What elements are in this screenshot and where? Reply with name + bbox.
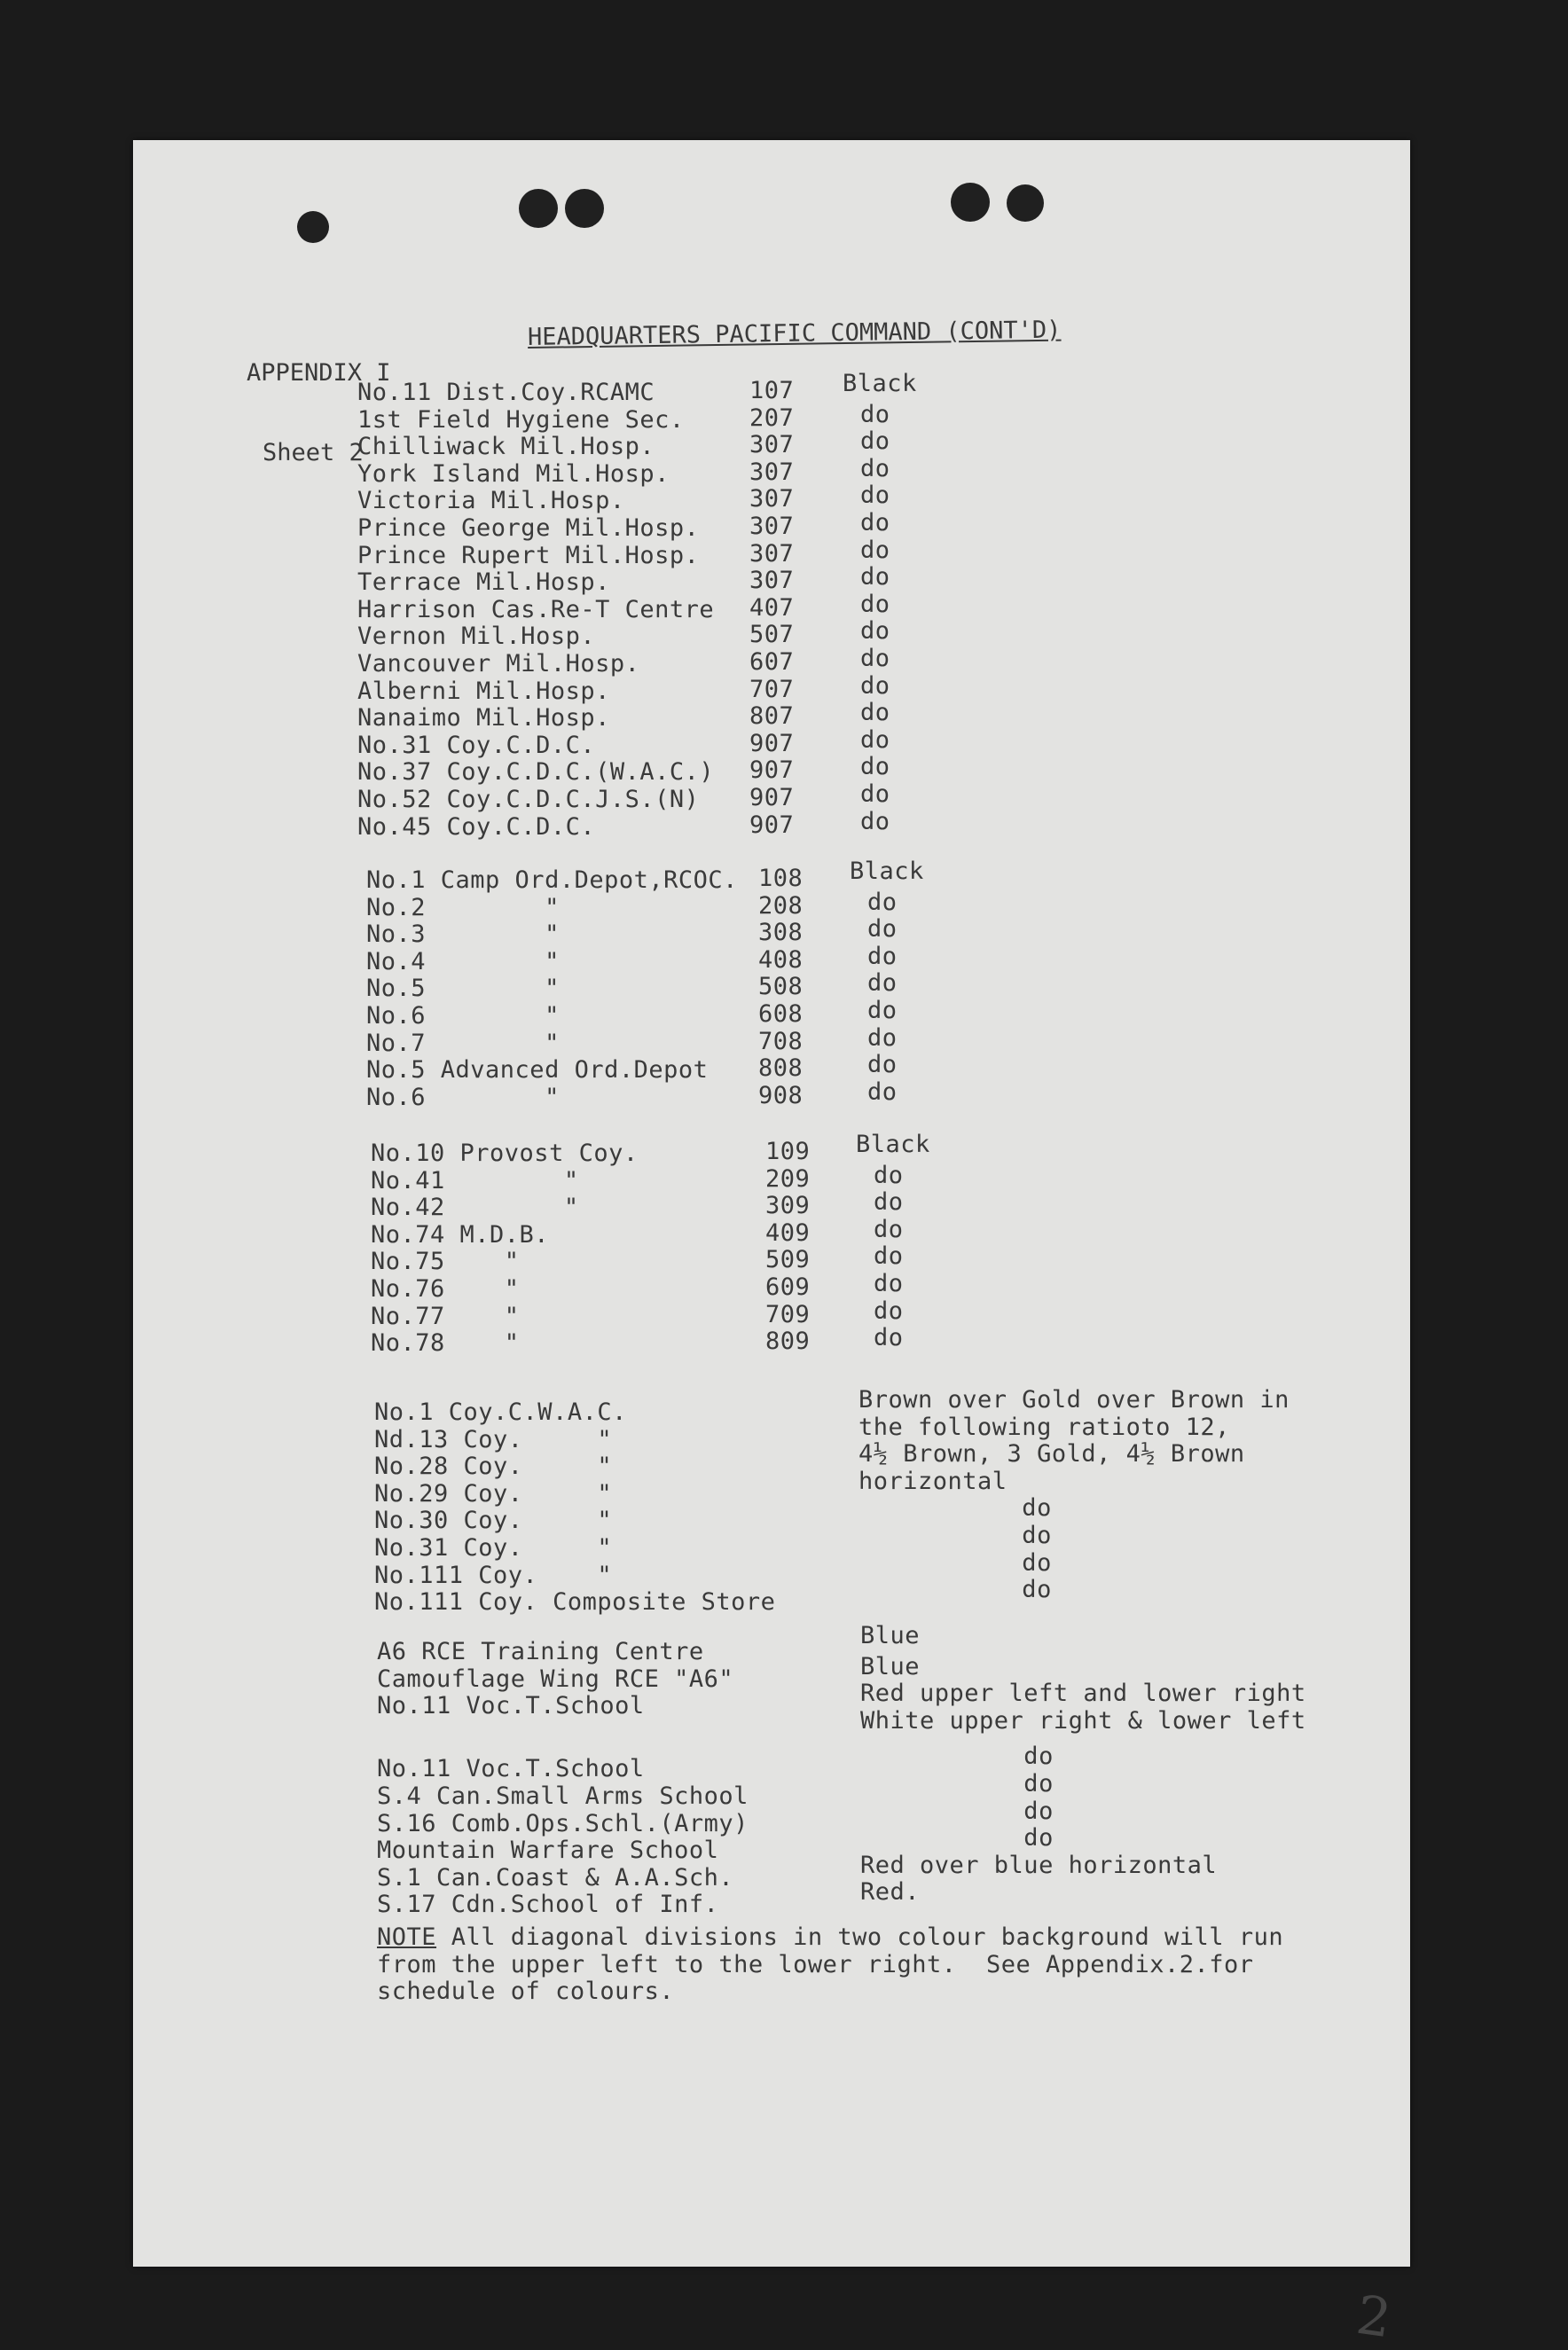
unit-name: York Island Mil.Hosp. xyxy=(357,459,670,488)
unit-name: Vancouver Mil.Hosp. xyxy=(357,650,640,678)
unit-name: No.1 Camp Ord.Depot,RCOC. xyxy=(366,866,738,894)
colour-spec: horizontal xyxy=(858,1467,1007,1495)
unit-name: Prince Rupert Mil.Hosp. xyxy=(357,541,700,569)
unit-name: Camouflage Wing RCE "A6" xyxy=(377,1665,734,1693)
unit-name: No.37 Coy.C.D.C.(W.A.C.) xyxy=(357,758,715,787)
colour-spec: White upper right & lower left xyxy=(860,1706,1306,1735)
unit-name: Mountain Warfare School xyxy=(377,1837,719,1865)
colour-spec: do xyxy=(860,590,890,618)
unit-code: 407 xyxy=(749,593,795,622)
unit-code: 807 xyxy=(749,702,795,731)
unit-code: 207 xyxy=(749,403,795,432)
unit-name: No.6 " xyxy=(366,1083,560,1111)
colour-spec: Black xyxy=(856,1131,930,1158)
punch-hole xyxy=(951,183,990,222)
colour-spec: do xyxy=(860,780,890,808)
colour-spec: do xyxy=(860,1797,1054,1825)
colour-spec: Blue xyxy=(860,1652,921,1680)
unit-name: No.52 Coy.C.D.C.J.S.(N) xyxy=(357,786,700,813)
colour-spec: do xyxy=(867,1051,898,1079)
colour-spec: do xyxy=(860,563,890,591)
unit-name: No.4 " xyxy=(366,947,560,975)
unit-name: No.5 " xyxy=(366,975,560,1003)
unit-code: 709 xyxy=(765,1300,811,1328)
unit-name: No.29 Coy. " xyxy=(374,1479,613,1508)
unit-code: 307 xyxy=(749,458,795,486)
colour-spec: do xyxy=(860,725,890,754)
unit-name: Nanaimo Mil.Hosp. xyxy=(357,704,610,732)
unit-name: No.5 Advanced Ord.Depot xyxy=(366,1056,709,1085)
colour-spec: Red upper left and lower right xyxy=(860,1680,1306,1708)
unit-name: No.6 " xyxy=(366,1002,560,1030)
unit-name: No.1 Coy.C.W.A.C. xyxy=(374,1398,627,1426)
unit-code: 607 xyxy=(749,648,795,676)
unit-code: 108 xyxy=(758,865,804,892)
unit-code: 307 xyxy=(749,431,795,459)
colour-spec: do xyxy=(860,671,890,700)
unit-code: 307 xyxy=(749,513,795,540)
unit-code: 707 xyxy=(749,675,795,703)
colour-spec: Black xyxy=(850,858,924,885)
colour-spec: do xyxy=(867,942,898,970)
unit-code: 507 xyxy=(749,621,795,649)
unit-name: S.4 Can.Small Arms School xyxy=(377,1782,749,1810)
unit-code: 107 xyxy=(749,377,795,404)
unit-name: Harrison Cas.Re-T Centre xyxy=(357,595,715,623)
colour-spec: do xyxy=(860,645,890,672)
colour-spec: do xyxy=(874,1188,904,1217)
appendix-label: APPENDIX I xyxy=(247,359,391,387)
unit-code: 307 xyxy=(749,485,795,513)
colour-spec: do xyxy=(858,1494,1052,1523)
unit-name: No.31 Coy. " xyxy=(374,1534,613,1562)
colour-spec: do xyxy=(860,1770,1054,1798)
unit-name: No.3 " xyxy=(366,920,560,949)
note-line xyxy=(377,1924,1283,1951)
unit-code: 309 xyxy=(765,1192,811,1220)
colour-spec: do xyxy=(874,1324,904,1352)
unit-code: 109 xyxy=(765,1138,811,1165)
unit-code: 208 xyxy=(758,891,804,920)
unit-name: No.30 Coy. " xyxy=(374,1507,613,1535)
colour-spec: do xyxy=(867,915,898,944)
unit-code: 508 xyxy=(758,973,804,1001)
unit-name: No.45 Coy.C.D.C. xyxy=(357,812,596,841)
unit-code: 509 xyxy=(765,1246,811,1274)
unit-name: Terrace Mil.Hosp. xyxy=(357,568,610,597)
unit-name: No.111 Coy. " xyxy=(374,1561,613,1589)
colour-spec: do xyxy=(860,509,890,537)
note-label: NOTE xyxy=(377,1923,437,1951)
unit-name: Victoria Mil.Hosp. xyxy=(357,487,625,515)
colour-spec: do xyxy=(858,1548,1052,1577)
punch-hole xyxy=(565,189,604,228)
unit-code: 908 xyxy=(758,1081,804,1109)
unit-name: No.78 " xyxy=(371,1329,520,1358)
colour-spec: 4½ Brown, 3 Gold, 4½ Brown xyxy=(858,1440,1245,1469)
note-line: from the upper left to the lower right. See Appendix.2.for xyxy=(377,1950,1254,1978)
colour-spec: Red. xyxy=(860,1878,921,1907)
colour-spec: do xyxy=(867,1077,898,1106)
punch-hole xyxy=(519,189,558,228)
note-text: All diagonal divisions in two colour background will run xyxy=(436,1923,1284,1951)
colour-spec: do xyxy=(860,400,890,428)
colour-spec: do xyxy=(867,969,898,998)
document-page xyxy=(133,140,1410,2350)
unit-name: No.11 Dist.Coy.RCAMC xyxy=(357,379,655,406)
unit-name: Prince George Mil.Hosp. xyxy=(357,514,700,542)
colour-spec: do xyxy=(874,1215,904,1243)
unit-code: 408 xyxy=(758,945,804,974)
unit-name: S.17 Cdn.School of Inf. xyxy=(377,1891,719,1919)
colour-spec: do xyxy=(874,1270,904,1297)
colour-spec: do xyxy=(860,617,890,646)
unit-name: No.77 " xyxy=(371,1302,520,1330)
colour-spec: Red over blue horizontal xyxy=(860,1851,1218,1879)
unit-name: S.16 Comb.Ops.Schl.(Army) xyxy=(377,1809,749,1837)
unit-code: 907 xyxy=(749,729,795,757)
unit-name: No.11 Voc.T.School xyxy=(377,1692,645,1720)
unit-code: 907 xyxy=(749,756,795,785)
unit-name: No.10 Provost Coy. xyxy=(371,1140,639,1167)
colour-spec: do xyxy=(860,536,890,564)
colour-spec: Black xyxy=(843,370,917,397)
colour-spec: do xyxy=(860,753,890,781)
colour-spec: do xyxy=(858,1576,1052,1604)
punch-hole xyxy=(297,211,329,243)
colour-spec: Blue xyxy=(860,1622,921,1649)
unit-code: 609 xyxy=(765,1273,811,1301)
page-title: HEADQUARTERS PACIFIC COMMAND (CONT'D) xyxy=(527,316,1062,351)
unit-name: Vernon Mil.Hosp. xyxy=(357,623,596,651)
unit-name: 1st Field Hygiene Sec. xyxy=(357,405,685,434)
unit-name: No.74 M.D.B. xyxy=(371,1220,550,1249)
unit-code: 809 xyxy=(765,1328,811,1356)
colour-spec: do xyxy=(860,1743,1054,1771)
colour-spec: do xyxy=(858,1522,1052,1549)
note-line: schedule of colours. xyxy=(377,1978,675,2006)
colour-spec: do xyxy=(860,454,890,482)
colour-spec: do xyxy=(874,1242,904,1271)
colour-spec: the following ratioto 12, xyxy=(858,1413,1230,1441)
page-mark: 2 xyxy=(1352,2283,1395,2350)
unit-name: A6 RCE Training Centre xyxy=(377,1638,704,1665)
unit-name: No.76 " xyxy=(371,1275,520,1303)
unit-name: Chilliwack Mil.Hosp. xyxy=(357,433,655,461)
unit-name: No.111 Coy. Composite Store xyxy=(374,1588,776,1617)
colour-spec: do xyxy=(860,427,890,456)
unit-name: No.41 " xyxy=(371,1166,579,1195)
unit-name: No.31 Coy.C.D.C. xyxy=(357,731,596,759)
unit-name: Nd.13 Coy. " xyxy=(374,1425,613,1453)
colour-spec: do xyxy=(867,997,898,1024)
unit-code: 307 xyxy=(749,539,795,568)
colour-spec: do xyxy=(860,482,890,510)
punch-hole xyxy=(1007,184,1044,222)
colour-spec: do xyxy=(860,1824,1054,1853)
unit-code: 307 xyxy=(749,567,795,595)
colour-spec: do xyxy=(874,1296,904,1325)
unit-name: No.11 Voc.T.School xyxy=(377,1755,645,1783)
unit-code: 209 xyxy=(765,1164,811,1193)
colour-spec: Brown over Gold over Brown in xyxy=(858,1386,1290,1414)
unit-code: 708 xyxy=(758,1027,804,1055)
colour-spec: do xyxy=(860,807,890,835)
sheet-label: Sheet 2 xyxy=(263,439,364,466)
unit-code: 608 xyxy=(758,1000,804,1028)
unit-name: No.75 " xyxy=(371,1248,520,1276)
colour-spec: do xyxy=(860,699,890,727)
unit-code: 409 xyxy=(765,1218,811,1247)
unit-name: S.1 Can.Coast & A.A.Sch. xyxy=(377,1863,734,1892)
unit-code: 308 xyxy=(758,919,804,947)
unit-name: No.28 Coy. " xyxy=(374,1453,613,1481)
unit-code: 808 xyxy=(758,1054,804,1083)
unit-name: No.7 " xyxy=(366,1029,560,1057)
colour-spec: do xyxy=(867,1023,898,1052)
colour-spec: do xyxy=(874,1161,904,1189)
unit-name: No.42 " xyxy=(371,1194,579,1222)
colour-spec: do xyxy=(867,888,898,916)
unit-code: 907 xyxy=(749,811,795,839)
unit-name: No.2 " xyxy=(366,893,560,921)
unit-code: 907 xyxy=(749,784,795,811)
unit-name: Alberni Mil.Hosp. xyxy=(357,677,610,705)
